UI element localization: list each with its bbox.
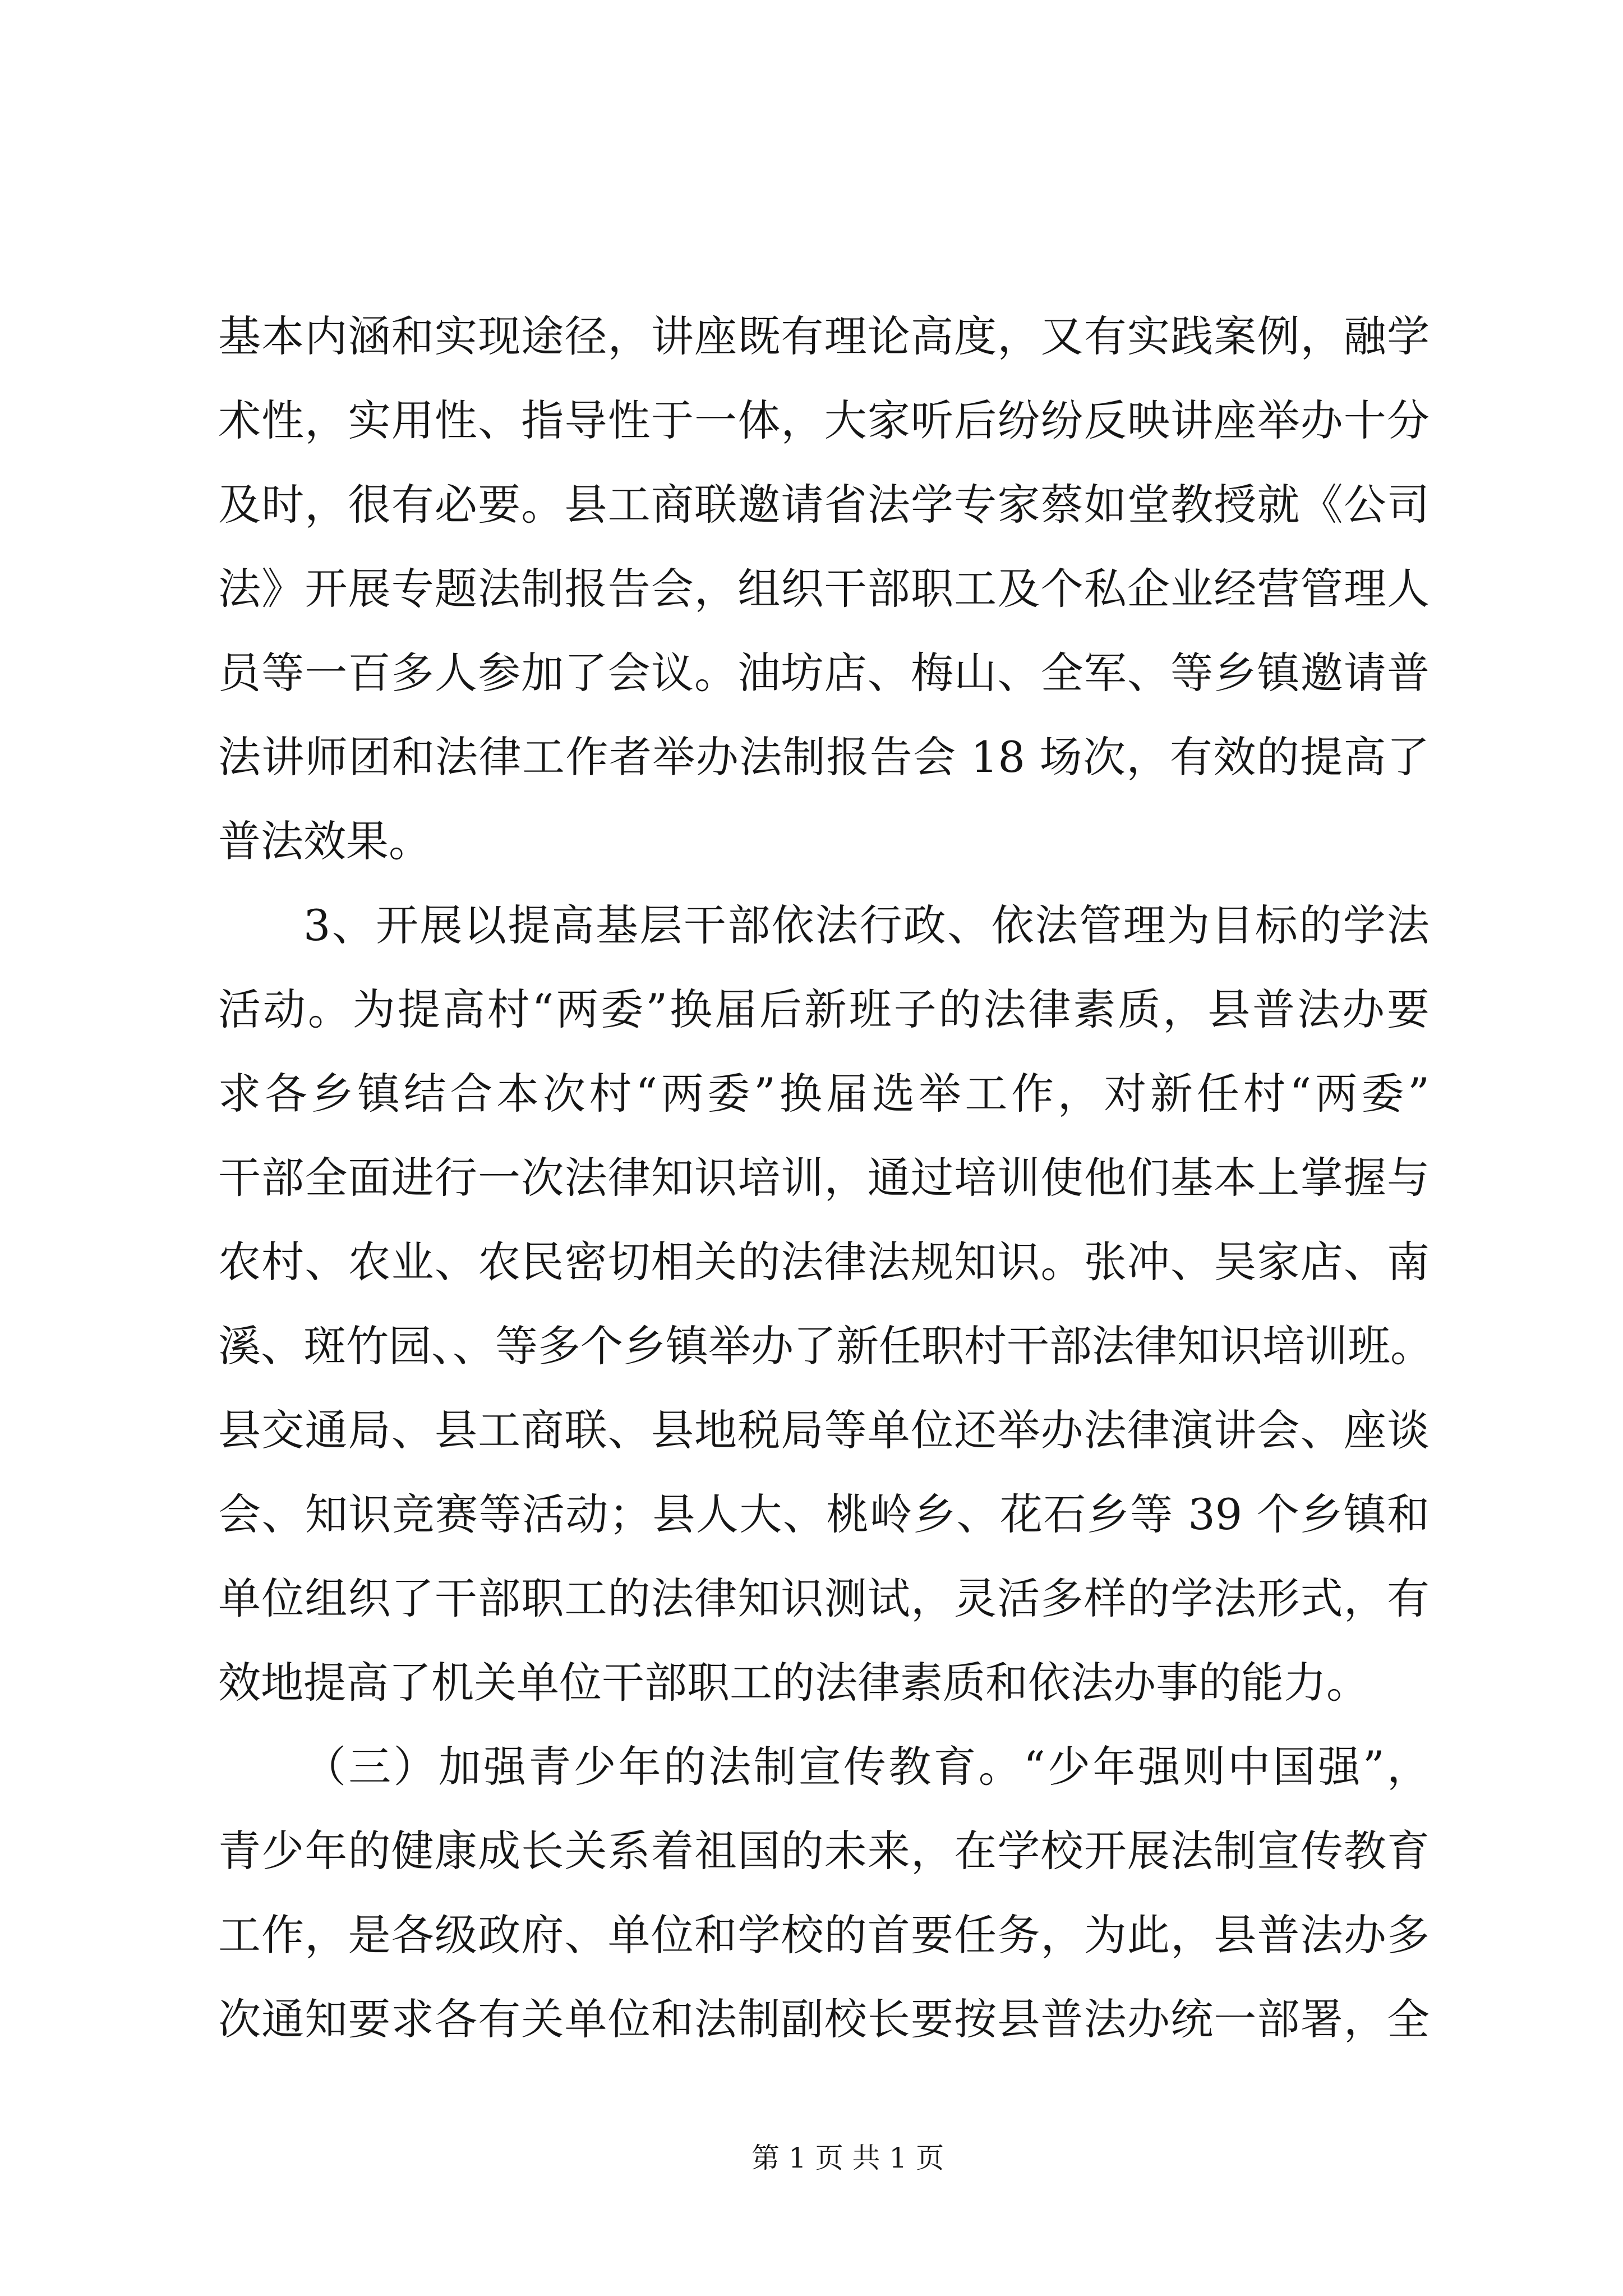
text-line: 法讲师团和法律工作者举办法制报告会 18 场次，有效的提高了 <box>218 732 1430 782</box>
text-line: 溪、斑竹园、、等多个乡镇举办了新任职村干部法律知识培训班。 <box>218 1321 1433 1371</box>
text-line: 单位组织了干部职工的法律知识测试，灵活多样的学法形式，有 <box>218 1573 1430 1623</box>
document-body <box>218 295 1433 2062</box>
text-line: 青少年的健康成长关系着祖国的未来，在学校开展法制宣传教育 <box>218 1826 1430 1876</box>
paragraph-cadre-law-study <box>218 884 1433 1725</box>
text-line: （三）加强青少年的法制宣传教育。“少年强则中国强”， <box>303 1742 1430 1792</box>
text-line: 会、知识竞赛等活动；县人大、桃岭乡、花石乡等 39 个乡镇和 <box>218 1489 1430 1539</box>
text-line: 及时，很有必要。县工商联邀请省法学专家蔡如堂教授就《公司 <box>218 480 1430 530</box>
paragraph-youth-legal-education <box>218 1725 1430 2062</box>
text-line: 基本内涵和实现途径，讲座既有理论高度，又有实践案例，融学 <box>218 311 1430 361</box>
text-line: 县交通局、县工商联、县地税局等单位还举办法律演讲会、座谈 <box>218 1405 1430 1455</box>
text-line: 工作，是各级政府、单位和学校的首要任务，为此，县普法办多 <box>218 1910 1430 1960</box>
text-line: 员等一百多人参加了会议。油坊店、梅山、全军、等乡镇邀请普 <box>218 648 1430 698</box>
paragraph-lecture-activities <box>218 295 1430 884</box>
text-line: 次通知要求各有关单位和法制副校长要按县普法办统一部署，全 <box>218 1994 1430 2044</box>
text-line: 术性，实用性、指导性于一体，大家听后纷纷反映讲座举办十分 <box>218 395 1430 445</box>
text-line: 普法效果。 <box>218 816 431 866</box>
page-footer-label: 第 1 页 共 1 页 <box>751 2142 944 2174</box>
text-line: 3、开展以提高基层干部依法行政、依法管理为目标的学法 <box>303 900 1430 950</box>
text-line: 农村、农业、农民密切相关的法律法规知识。张冲、吴家店、南 <box>218 1237 1430 1287</box>
text-line: 活动。为提高村“两委”换届后新班子的法律素质，县普法办要 <box>218 984 1430 1034</box>
text-line: 效地提高了机关单位干部职工的法律素质和依法办事的能力。 <box>218 1658 1369 1708</box>
text-line: 法》开展专题法制报告会，组织干部职工及个私企业经营管理人 <box>218 564 1430 614</box>
text-line: 求各乡镇结合本次村“两委”换届选举工作，对新任村“两委” <box>218 1069 1430 1119</box>
text-line: 干部全面进行一次法律知识培训，通过培训使他们基本上掌握与 <box>218 1153 1430 1203</box>
